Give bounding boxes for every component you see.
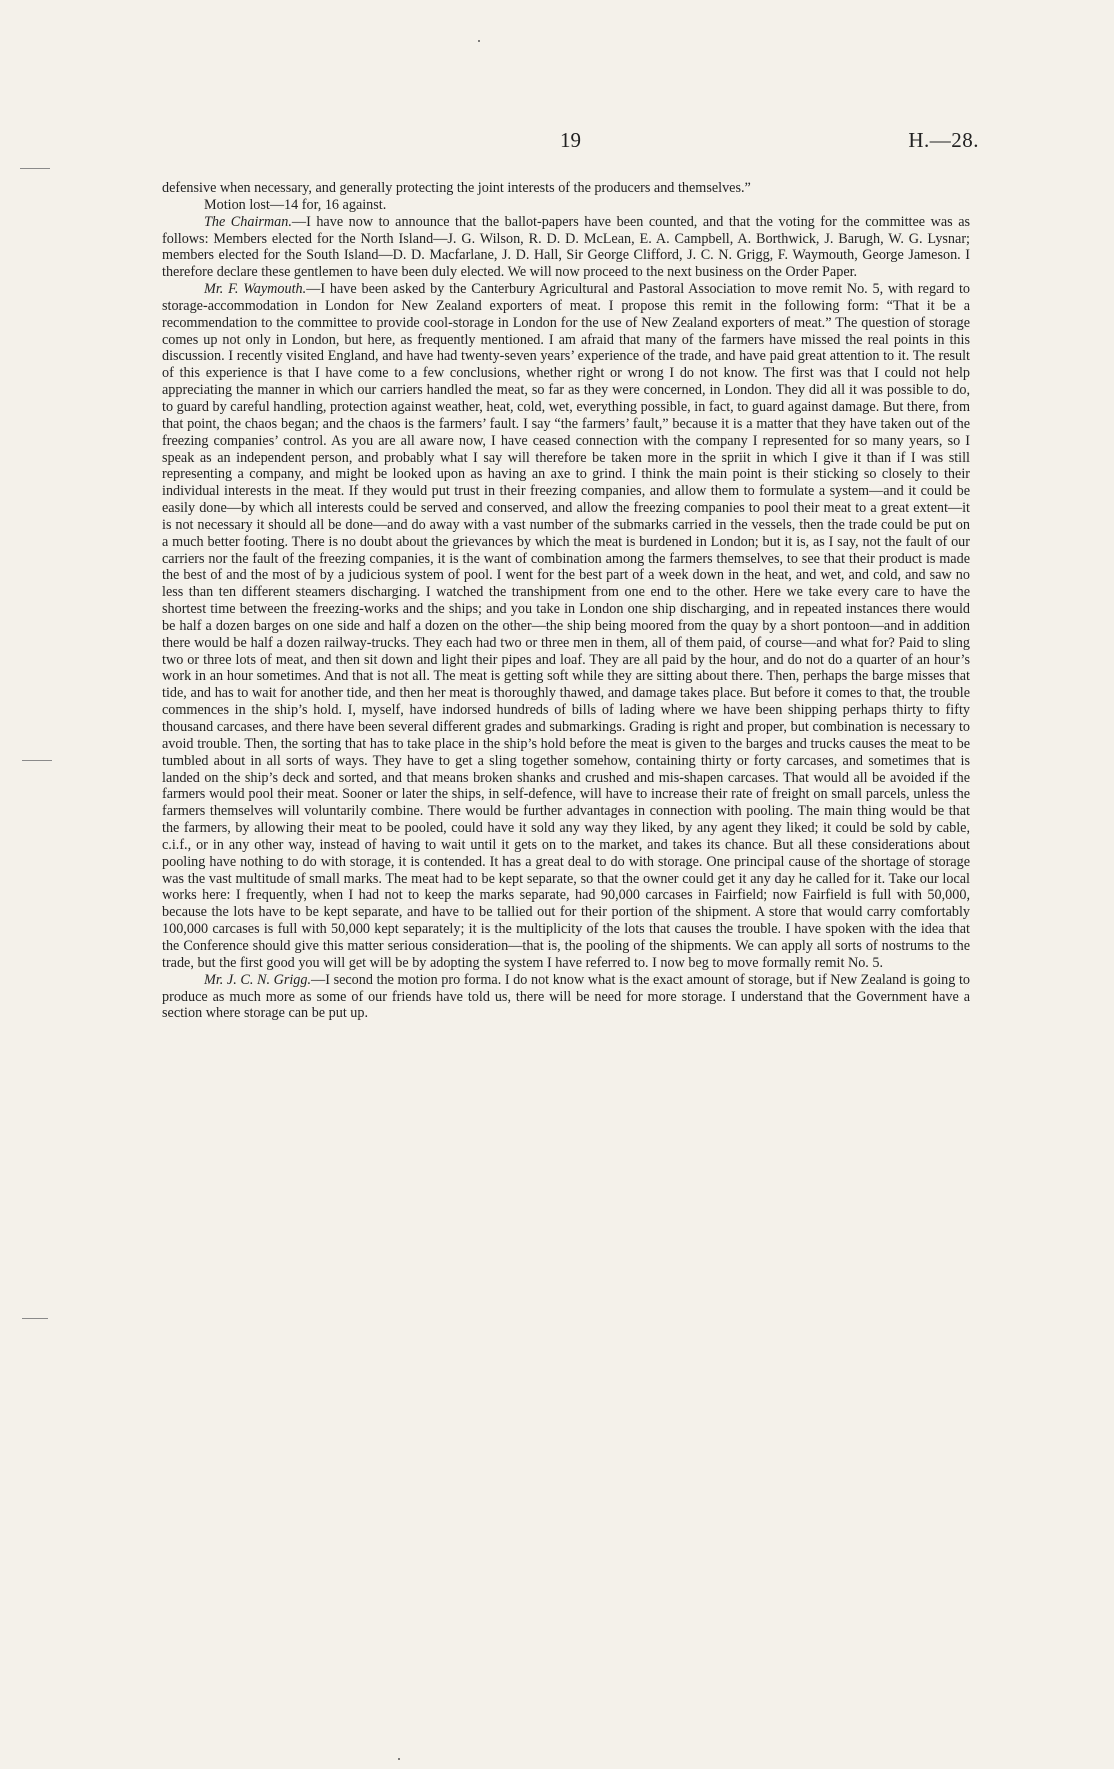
- page-header: [0, 128, 1114, 158]
- paragraph-waymouth: [162, 281, 970, 972]
- paragraph-chairman: [162, 214, 970, 281]
- margin-mark: [22, 760, 52, 761]
- body-text: [162, 180, 970, 1022]
- paragraph-text: Motion lost—14 for, 16 against.: [204, 196, 387, 213]
- paragraph-text: —I second the motion pro forma. I do not know what is the exact amount of storage, but if New Zealand is going to produce as much more as some of our friends have told us, there will be need for more storage. I understand that the Government have a section where storage can be put up.: [162, 971, 970, 1022]
- paragraph-continuation: [162, 180, 970, 197]
- paragraph-text: —I have been asked by the Canterbury Agricultural and Pastoral Association to move remit No. 5, with regard to storage-accommodation in London for New Zealand exporters of meat. I propose this remit in the following form: “That it be a recommendation to the committee to provide cool-storage in London for the use of New Zealand exporters of meat.” The question of storage comes up not only in London, but here, as frequently mentioned. I am afraid that many of the farmers have missed the real points in this discussion. I recently visited England, and have had twenty-seven years’ experience of the trade, and have paid great attention to it. The result of this experience is that I have come to a few conclusions, whether right or wrong I do not know. The first was that I could not help appreciating the manner in which our carriers handled the meat, so far as they were concerned, in London. They did all it was possible to do, to guard by careful handling, protection against weather, heat, cold, wet, everything possible, in fact, to guard against damage. But there, from that point, the chaos began; and the chaos is the farmers’ fault. I say “the farmers’ fault,” because it is a matter that they have taken out of the freezing companies’ control. As you are all aware now, I have ceased connection with the company I represented for so many years, so I speak as an independent person, and probably what I say will therefore be taken more in the spriit in which I give it than if I was still representing a company, and might be looked upon as having an axe to grind. I think the main point is their sticking so closely to their individual interests in the meat. If they would put trust in their freezing companies, and allow them to formulate a system—and it could be easily done—by which all interests could be served and conserved, and allow the freezing companies to pool their meat to a great extent—it is not necessary it should all be done—and do away with a vast number of the submarks carried in the vessels, then the trade could be put on a much better footing. There is no doubt about the grievances by which the meat is burdened in London; but it is, as I say, not the fault of our carriers nor the fault of the freezing companies, it is the want of combination among the farmers themselves, to see that their product is made the best of and the most of by a judicious system of pool. I went for the best part of a week down in the heat, and wet, and cold, and saw no less than ten different steamers discharging. I watched the transhipment from one end to the other. Here we take every care to have the shortest time between the freezing-works and the ships; and you take in London one ship discharging, and in repeated instances there would be half a dozen barges on one side and half a dozen on the other—the ship being moored from the quay by a short pontoon—and in addition there would be half a dozen railway-trucks. They each had two or three men in them, all of them paid, of course—and what for? Paid to sling two or three lots of meat, and then sit down and light their pipes and loaf. They are all paid by the hour, and do not do a quarter of an hour’s work in an hour sometimes. And that is not all. The meat is getting soft while they are sitting about there. Then, perhaps the barge misses that tide, and has to wait for another tide, and then her meat is thoroughly thawed, and damage takes place. But before it comes to that, the trouble commences in the ship’s hold. I, myself, have indorsed hundreds of bills of lading where we have been shipping perhaps thirty to fifty thousand carcases, and there have been several different grades and submarkings. Grading is right and proper, but combination is necessary to avoid trouble. Then, the sorting that has to take place in the ship’s hold before the meat is given to the barges and trucks causes the meat to be tumbled about in all sorts of ways. They have to get a sling together somehow, containing thirty or forty carcases, and sometimes that is landed on the ship’s deck and sorted, and that means broken shanks and crushed and mis-shapen carcases. That would all be avoided if the farmers would pool their meat. Sooner or later the ships, in self-defence, will have to increase their rate of freight on small parcels, unless the farmers themselves will voluntarily combine. There would be further advantages in connection with pooling. The main thing would be that the farmers, by allowing their meat to be pooled, could have it sold any way they liked, by any agent they liked; it could be sold by cable, c.i.f., or in any other way, instead of having to wait until it gets on to the market, and takes its chance. But all these considerations about pooling have nothing to do with storage, it is contended. It has a great deal to do with storage. One principal cause of the shortage of storage was the vast multitude of small marks. The meat had to be kept separate, so that the owner could get it any day he called for it. Take our local works here: I frequently, when I had not to keep the marks separate, had 90,000 carcases in Fairfield; now Fairfield is full with 50,000, because the lots have to be kept separate, and have to be tallied out for their portion of the shipment. A store that would carry comfortably 100,000 carcases is full with 50,000 kept separately; it is the multiplicity of the lots that causes the trouble. I have spoken with the idea that the Conference should give this matter serious consideration—that is, the pooling of the shipments. We can apply all sorts of nostrums to the trade, but the first good you will get will be by adopting the system I have referred to. I now beg to move formally remit No. 5.: [162, 281, 970, 971]
- speaker-name: The Chairman.: [204, 213, 292, 230]
- document-reference: H.—28.: [908, 128, 979, 152]
- speaker-name: Mr. F. Waymouth.: [204, 281, 307, 298]
- margin-mark: [20, 168, 50, 169]
- paragraph-motion-result: [162, 197, 970, 214]
- speaker-name: Mr. J. C. N. Grigg.: [204, 971, 312, 988]
- margin-mark: [22, 1318, 48, 1319]
- scan-speck: [478, 40, 480, 42]
- scan-speck: [398, 1758, 400, 1760]
- paragraph-grigg: [162, 972, 970, 1023]
- paragraph-text: —I have now to announce that the ballot-papers have been counted, and that the voting for the committee was as follows: Members elected for the North Island—J. G. Wilson, R. D. D. McLean, E. A. Campbell, A. Borthwick, J. Barugh, W. G. Lysnar; members elected for the South Island—D. D. Macfarlane, J. D. Hall, Sir George Clifford, J. C. N. Grigg, F. Waymouth, George Jameson. I therefore declare these gentlemen to have been duly elected. We will now proceed to the next business on the Order Paper.: [162, 213, 971, 281]
- paragraph-text: defensive when necessary, and generally protecting the joint interests of the producers and themselves.”: [162, 180, 751, 196]
- page-number: 19: [560, 128, 581, 152]
